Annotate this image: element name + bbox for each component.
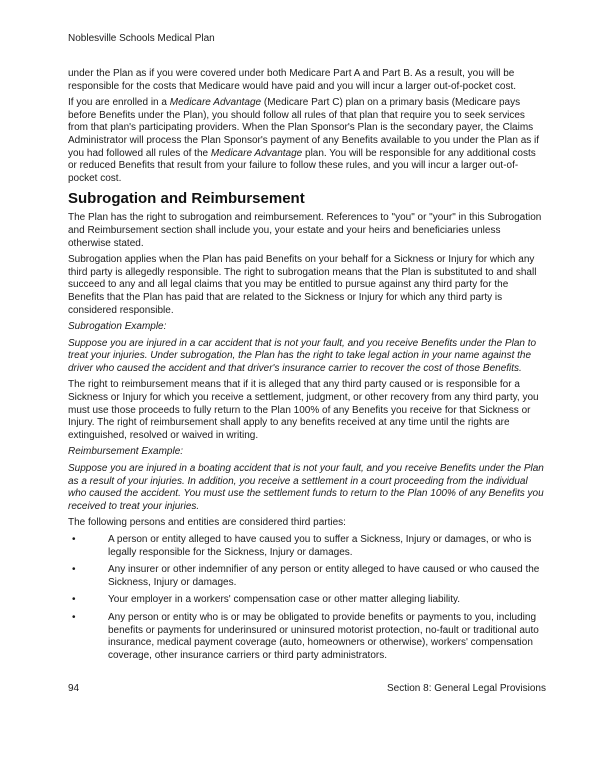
text-run: If you are enrolled in a (68, 97, 170, 109)
bullet-item (68, 594, 546, 607)
bullet-item (68, 564, 546, 589)
paragraph-third-parties-intro: The following persons and entities are considered third parties: (68, 517, 346, 529)
subrogation-example-label: Subrogation Example: (68, 321, 167, 333)
italic-term-medicare-advantage: Medicare Advantage (169, 97, 262, 109)
paragraph-subrogation-rights: The Plan has the right to subrogation and reimbursement. References to "you" or "your" in this Subrogation and Reimbursement section shall include you, your estate and your heirs and beneficiaries unless otherwise stated. (68, 212, 542, 249)
paragraph-medicare-part-ab: under the Plan as if you were covered under both Medicare Part A and Part B. As a result, you will be responsible for the costs that Medicare would have paid and you will incur a larger out-of-pocket cost. (68, 68, 517, 92)
section-heading: Subrogation and Reimbursement (68, 190, 305, 208)
paragraph-medicare-advantage (68, 97, 546, 185)
running-header: Noblesville Schools Medical Plan (68, 33, 215, 44)
footer-section-label: Section 8: General Legal Provisions (387, 683, 546, 694)
bullet-icon: • (72, 534, 76, 545)
text-run: (Medicare Part C) plan on a primary basis (Medicare pays before Benefits under the Plan), you should follow all rules of that plan that require you to seek services from that plan's participating providers. When the Plan Sponsor's Plan is the secondary payer, the Claims Administrator will process the Plan Sponsor's payment of any Benefits available to you under the Plan as if you had followed all rules of the (68, 97, 540, 159)
page-content (68, 32, 546, 667)
third-parties-bullet-list (68, 534, 546, 662)
reimbursement-example-label: Reimbursement Example: (68, 446, 184, 458)
subrogation-example-paragraph: Suppose you are injured in a car accident that is not your fault, and you receive Benefits under the Plan to treat your injuries. Under subrogation, the Plan has the right to take legal action in your name against the driver who caused the accident and that driver's insurance carrier to recover the cost of those Benefits. (68, 337, 537, 374)
bullet-text: A person or entity alleged to have caused you to suffer a Sickness, Injury or damages, or who is legally responsible for the Sickness, Injury or damages. (108, 534, 532, 558)
bullet-icon: • (72, 594, 76, 606)
footer-page-number: 94 (68, 683, 80, 694)
bullet-text: Any insurer or other indemnifier of any person or entity alleged to have caused or who caused the Sickness, Injury or damages. (108, 564, 540, 588)
bullet-text: Your employer in a workers' compensation case or other matter alleging liability. (108, 594, 461, 606)
paragraph-subrogation-applies: Subrogation applies when the Plan has paid Benefits on your behalf for a Sickness or Injury for which any third party is allegedly responsible. The right to subrogation means that the Plan is substituted to and shall succeed to any and all legal claims that you may be entitled to pursue against any third party for the Benefits that the Plan has paid that are related to the Sickness or Injury for which any third party is considered responsible. (68, 254, 537, 316)
bullet-item (68, 612, 546, 662)
bullet-icon: • (72, 611, 76, 623)
page-footer (68, 682, 546, 695)
bullet-icon: • (72, 564, 76, 576)
bullet-item (68, 534, 546, 559)
reimbursement-example-paragraph: Suppose you are injured in a boating accident that is not your fault, and you receive Benefits under the Plan as a result of your injuries. In addition, you receive a settlement in a court proceeding from the individual who caused the accident. You must use the settlement funds to return to the Plan 100% of any Benefits you received to treat your injuries. (68, 463, 544, 512)
italic-term-medicare-advantage: Medicare Advantage (210, 147, 303, 159)
text-run: plan. You will be responsible for any additional costs or reduced Benefits that result from your failure to follow these rules, and you will incur a larger out-of-pocket cost. (68, 147, 536, 184)
paragraph-reimbursement-right: The right to reimbursement means that if it is alleged that any third party caused or is responsible for a Sickness or Injury for which you receive a settlement, judgment, or other recovery from any third party, you must use those proceeds to fully return to the Plan 100% of any Benefits you receive for that Sickness or Injury. The right of reimbursement shall apply to any benefits received at any time until the rights are extinguished, resolved or waived in writing. (68, 379, 539, 441)
bullet-text: Any person or entity who is or may be obligated to provide benefits or payments to you, including benefits or payments for underinsured or uninsured motorist protection, no-fault or traditional auto insurance, medical payment coverage (auto, homeowners or otherwise), workers' compensation coverage, other insurance carriers or third party administrators. (108, 611, 539, 661)
